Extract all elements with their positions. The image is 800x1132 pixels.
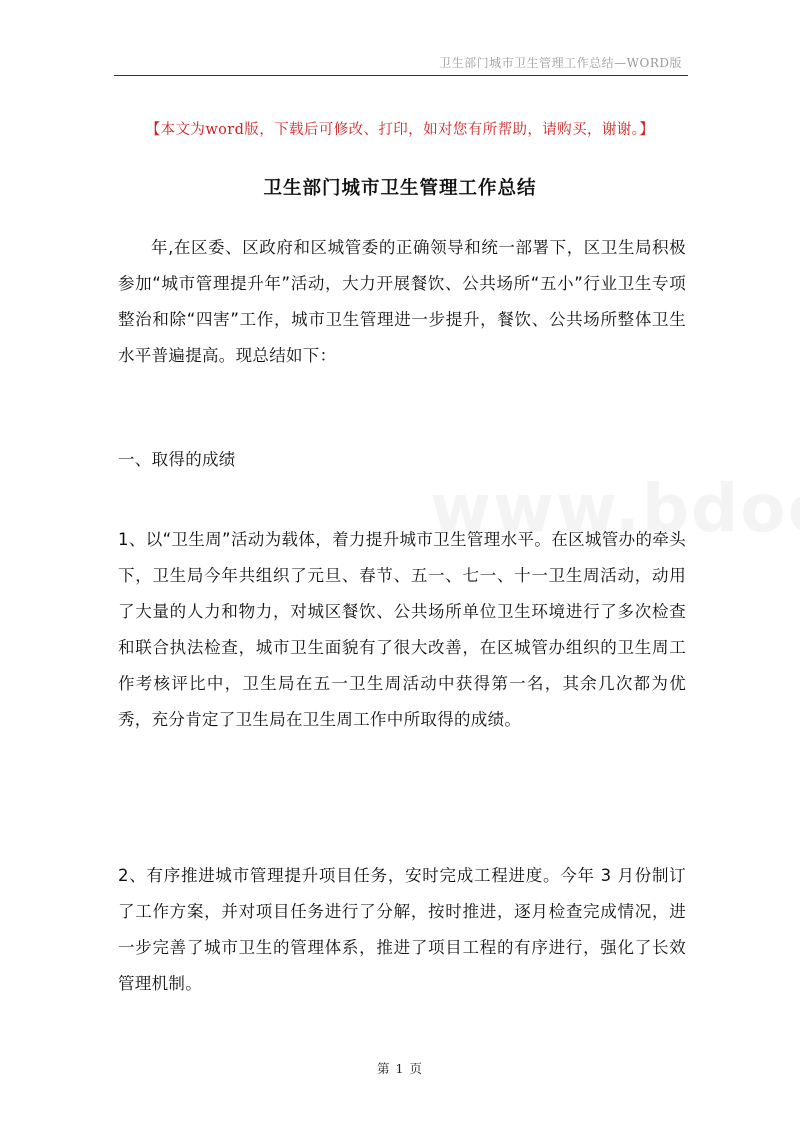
running-header: 卫生部门城市卫生管理工作总结—WORD版	[439, 56, 682, 70]
intro-paragraph: 年,在区委、区政府和区城管委的正确领导和统一部署下，区卫生局积极参加“城市管理提升年”活动，大力开展餐饮、公共场所“五小”行业卫生专项整治和除“四害”工作，城市卫生管理进一步提升，餐饮、公共场所整体卫生水平普遍提高。现总结如下：	[118, 238, 686, 365]
document-title: 卫生部门城市卫生管理工作总结	[263, 178, 537, 199]
page-number: 第 1 页	[377, 1061, 423, 1076]
purchase-notice: 【本文为word版，下载后可修改、打印，如对您有所帮助，请购买，谢谢。】	[145, 122, 655, 138]
paragraph-item-1: 1、以“卫生周”活动为载体，着力提升城市卫生管理水平。在区城管办的牵头下，卫生局今年共组织了元旦、春节、五一、七一、十一卫生周活动，动用了大量的人力和物力，对城区餐饮、公共场所单位卫生环境进行了多次检查和联合执法检查，城市卫生面貌有了很大改善，在区城管办组织的卫生周工作考核评比中，卫生局在五一卫生周活动中获得第一名，其余几次都为优秀，充分肯定了卫生局在卫生周工作中所取得的成绩。	[118, 530, 686, 729]
section-heading-achievements: 一、取得的成绩	[118, 450, 236, 469]
paragraph-item-2: 2、有序推进城市管理提升项目任务，安时完成工程进度。今年 3 月份制订了工作方案，并对项目任务进行了分解，按时推进，逐月检查完成情况，进一步完善了城市卫生的管理体系，推进了项目工程的有序进行，强化了长效管理机制。	[118, 866, 686, 993]
header-rule	[114, 75, 688, 76]
